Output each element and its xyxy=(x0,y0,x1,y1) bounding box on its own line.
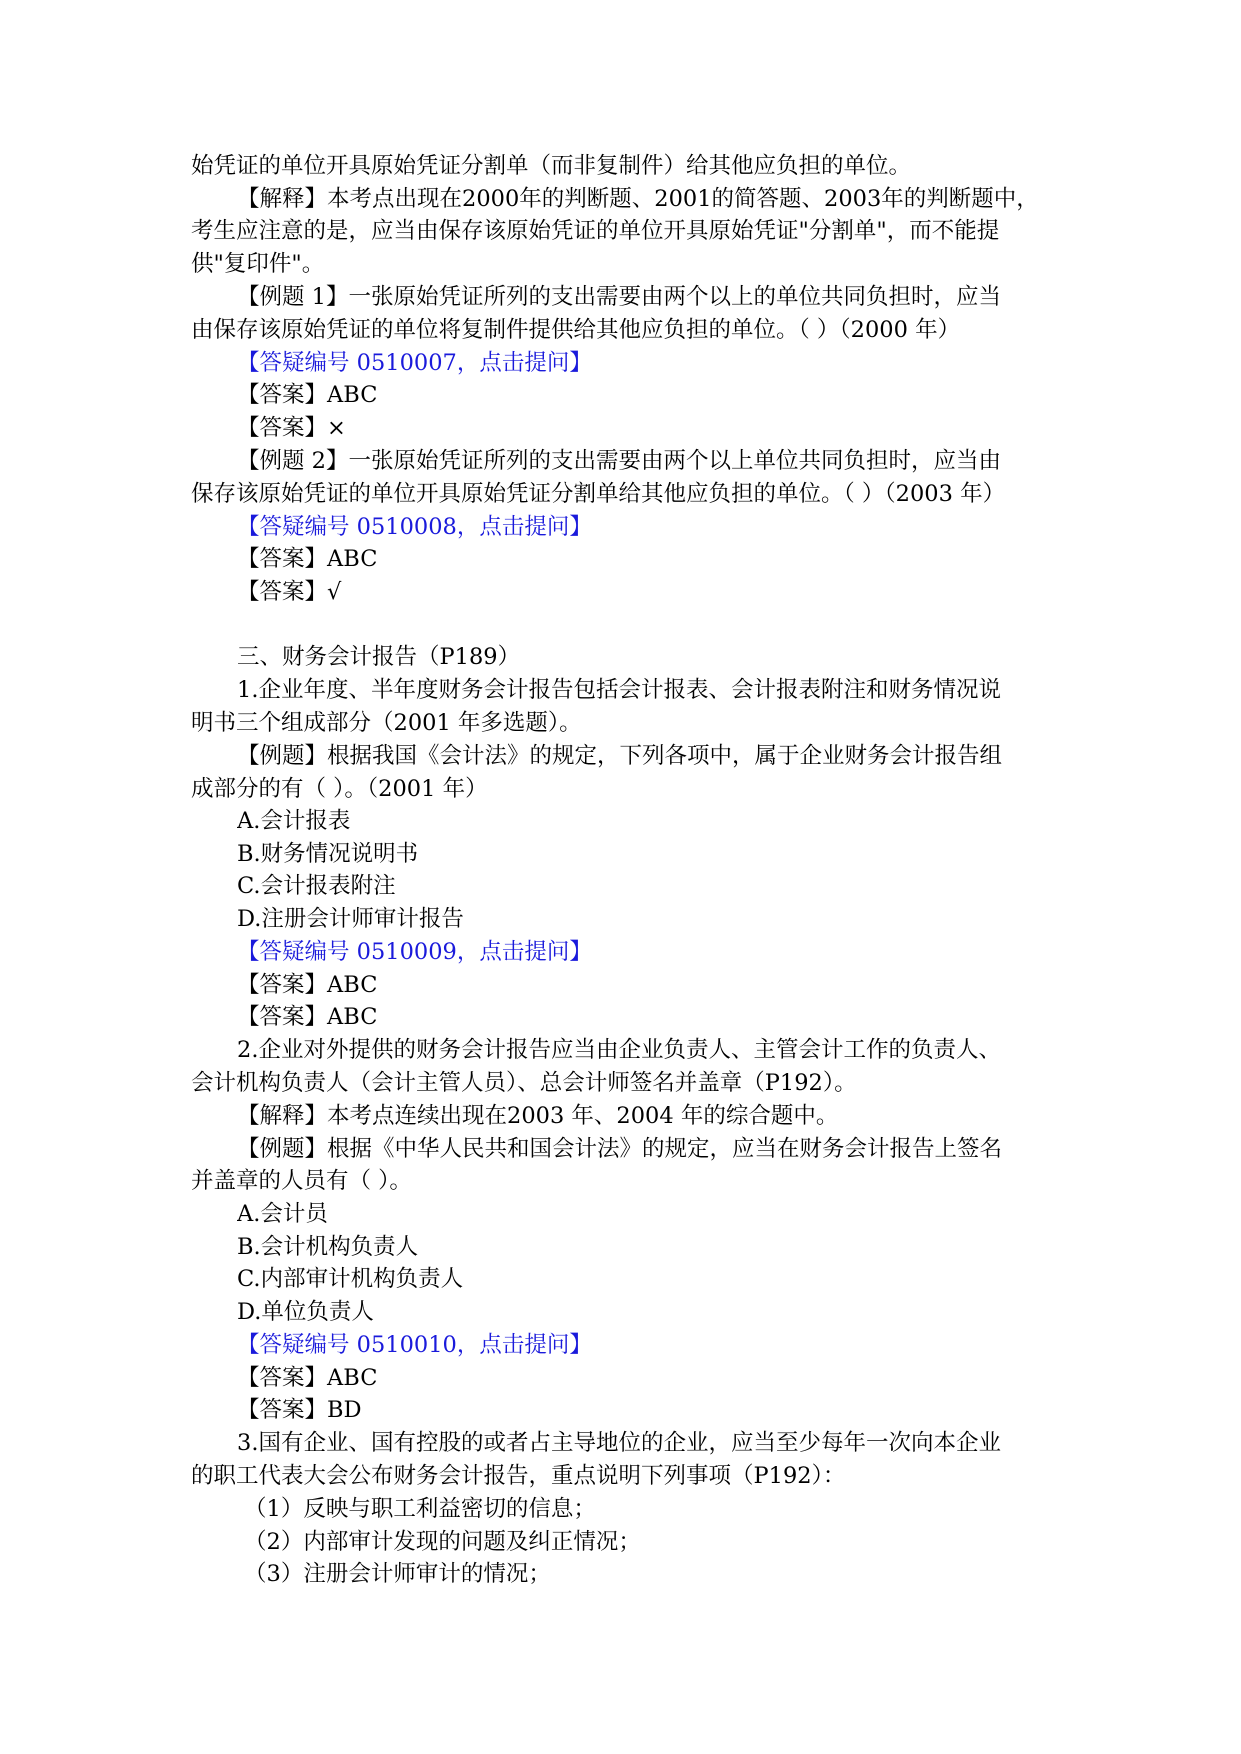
list-item: （2）内部审计发现的问题及纠正情况； xyxy=(244,1529,641,1555)
example-line: 【例题】根据《中华人民共和国会计法》的规定，应当在财务会计报告上签名 xyxy=(237,1136,1003,1162)
answer-line: 【答案】BD xyxy=(237,1397,362,1423)
option-d: D.单位负责人 xyxy=(237,1299,374,1325)
explanation-line: 【解释】本考点出现在2000年的判断题、2001的简答题、2003年的判断题中， xyxy=(237,186,1039,212)
point-3-line: 3.国有企业、国有控股的或者占主导地位的企业，应当至少每年一次向本企业 xyxy=(237,1430,1001,1456)
text-line: 保存该原始凭证的单位开具原始凭证分割单给其他应负担的单位。（ ）（2003 年） xyxy=(191,481,1006,507)
example-line: 【例题】根据我国《会计法》的规定，下列各项中，属于企业财务会计报告组 xyxy=(237,743,1003,769)
point-1-line: 1.企业年度、半年度财务会计报告包括会计报表、会计报表附注和财务情况说 xyxy=(237,677,1001,703)
explanation-line: 【解释】本考点连续出现在2003 年、2004 年的综合题中。 xyxy=(237,1103,839,1129)
option-c: C.内部审计机构负责人 xyxy=(237,1266,464,1292)
option-d: D.注册会计师审计报告 xyxy=(237,906,464,932)
option-a: A.会计员 xyxy=(237,1201,328,1227)
text-line: 考生应注意的是，应当由保存该原始凭证的单位开具原始凭证"分割单"，而不能提 xyxy=(191,218,1000,244)
answer-line: 【答案】ABC xyxy=(237,1004,378,1030)
answer-line: 【答案】ABC xyxy=(237,546,378,572)
text-line: 由保存该原始凭证的单位将复制件提供给其他应负担的单位。（ ）（2000 年） xyxy=(191,317,961,343)
point-2-line: 2.企业对外提供的财务会计报告应当由企业负责人、主管会计工作的负责人、 xyxy=(237,1037,1001,1063)
option-b: B.会计机构负责人 xyxy=(237,1234,419,1260)
ask-question-link-0510009[interactable]: 【答疑编号 0510009，点击提问】 xyxy=(237,939,592,965)
ask-question-link-0510010[interactable]: 【答疑编号 0510010，点击提问】 xyxy=(237,1332,592,1358)
text-line: 供"复印件"。 xyxy=(191,251,325,277)
text-line: 会计机构负责人（会计主管人员）、总会计师签名并盖章（P192）。 xyxy=(191,1070,857,1096)
answer-line: 【答案】ABC xyxy=(237,972,378,998)
answer-line: 【答案】√ xyxy=(237,579,342,605)
answer-line: 【答案】ABC xyxy=(237,1365,378,1391)
text-line: 并盖章的人员有（ ）。 xyxy=(191,1168,412,1194)
answer-line: 【答案】ABC xyxy=(237,382,378,408)
option-b: B.财务情况说明书 xyxy=(237,841,419,867)
ask-question-link-0510008[interactable]: 【答疑编号 0510008，点击提问】 xyxy=(237,514,592,540)
option-c: C.会计报表附注 xyxy=(237,873,396,899)
answer-line: 【答案】× xyxy=(237,415,346,441)
text-line: 成部分的有（ ）。（2001 年） xyxy=(191,776,488,802)
list-item: （3）注册会计师审计的情况； xyxy=(244,1561,551,1587)
ask-question-link-0510007[interactable]: 【答疑编号 0510007，点击提问】 xyxy=(237,350,592,376)
example-1-line: 【例题 1】一张原始凭证所列的支出需要由两个以上的单位共同负担时，应当 xyxy=(237,284,1001,310)
option-a: A.会计报表 xyxy=(237,808,351,834)
list-item: （1）反映与职工利益密切的信息； xyxy=(244,1496,596,1522)
text-line: 明书三个组成部分（2001 年多选题）。 xyxy=(191,710,582,736)
example-2-line: 【例题 2】一张原始凭证所列的支出需要由两个以上单位共同负担时，应当由 xyxy=(237,448,1001,474)
text-line: 的职工代表大会公布财务会计报告，重点说明下列事项（P192）： xyxy=(191,1463,846,1489)
section-heading: 三、财务会计报告（P189） xyxy=(237,644,521,670)
text-line: 始凭证的单位开具原始凭证分割单（而非复制件）给其他应负担的单位。 xyxy=(191,153,912,179)
